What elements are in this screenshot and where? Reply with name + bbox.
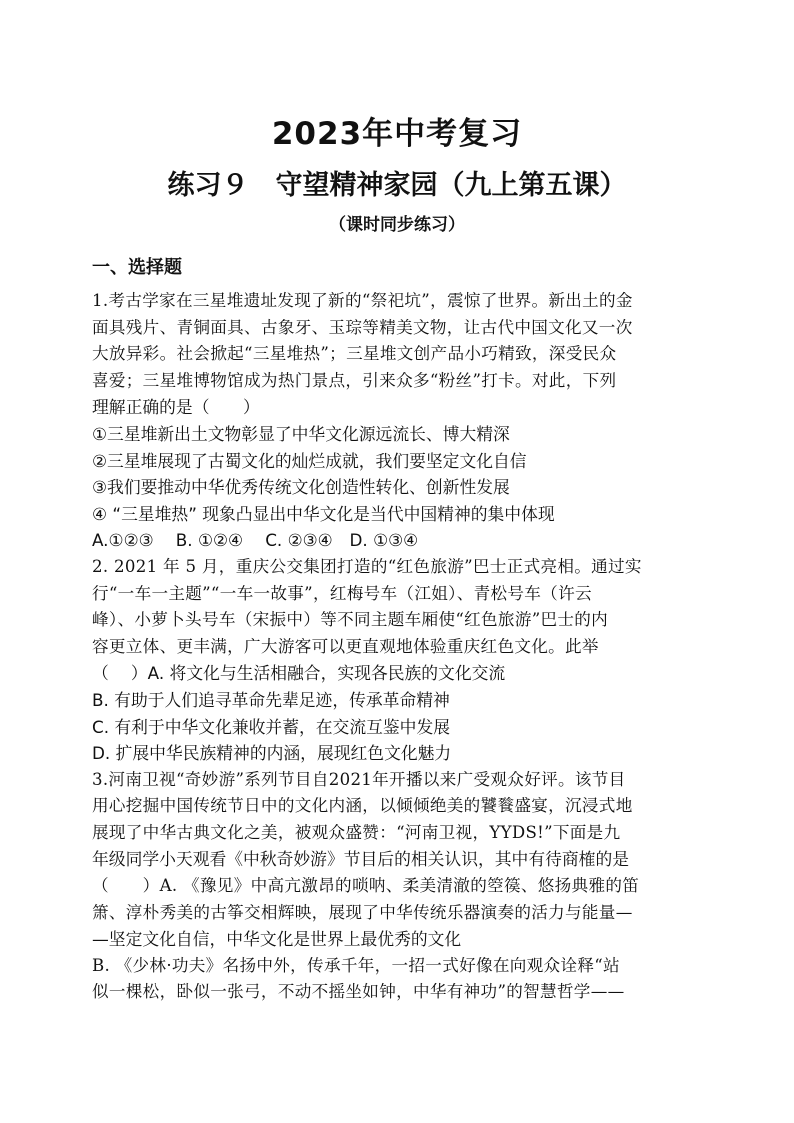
text-line: 展现了中华古典文化之美，被观众盛赞：“河南卫视，YYDS!”下面是九 bbox=[92, 822, 621, 842]
text-line: 面具残片、青铜面具、古象牙、玉琮等精美文物，让古代中国文化又一次 bbox=[92, 317, 633, 337]
text-line: 3.河南卫视“奇妙游”系列节目自2021年开播以来广受观众好评。该节目 bbox=[92, 769, 626, 789]
text-line: 容更立体、更丰满，广大游客可以更直观地体验重庆红色文化。此举 bbox=[92, 636, 599, 656]
page-title: 2023年中考复习 bbox=[271, 116, 523, 152]
text-line: 用心挖掘中国传统节日中的文化内涵，以倾倾绝美的饕餮盛宴，沉浸式地 bbox=[92, 796, 633, 816]
text-line: 峰）、小萝卜头号车（宋振中）等不同主题车厢使“红色旅游”巴士的内 bbox=[92, 610, 609, 630]
text-line: 喜爱；三星堆博物馆成为热门景点，引来众多“粉丝”打卡。对此，下列 bbox=[92, 370, 617, 390]
text-line: D. 扩展中华民族精神的内涵，展现红色文化魅力 bbox=[92, 743, 452, 764]
section-heading: 一、选择题 bbox=[92, 257, 182, 278]
text-line: B. 有助于人们追寻革命先辈足迹，传承革命精神 bbox=[92, 689, 450, 710]
exercise-note: （课时同步练习） bbox=[329, 215, 465, 235]
text-line: 箫、淳朴秀美的古筝交相辉映，展现了中华传统乐器演奏的活力与能量— bbox=[92, 902, 633, 922]
text-line: B. 《少林·功夫》名扬中外，传承千年，一招一式好像在向观众诠释“站 bbox=[92, 955, 620, 975]
question-body bbox=[92, 288, 704, 1006]
exercise-subtitle: 练习９ 守望精神家园（九上第五课） bbox=[167, 170, 627, 201]
text-line: 似一棵松，卧似一张弓，不动不摇坐如钟，中华有神功”的智慧哲学—— bbox=[92, 982, 625, 1002]
text-line: —坚定文化自信，中华文化是世界上最优秀的文化 bbox=[92, 929, 462, 950]
text-line: ④ “三星堆热” 现象凸显出中华文化是当代中国精神的集中体现 bbox=[92, 503, 555, 524]
text-line: （ ）A. 将文化与生活相融合，实现各民族的文化交流 bbox=[92, 663, 506, 684]
text-line: 大放异彩。社会掀起“三星堆热”；三星堆文创产品小巧精致，深受民众 bbox=[92, 344, 617, 364]
text-line: （ ）A. 《豫见》中高亢激昂的唢呐、柔美清澈的箜篌、悠扬典雅的笛 bbox=[92, 876, 640, 896]
text-line: ①三星堆新出土文物彰显了中华文化源远流长、博大精深 bbox=[92, 423, 510, 444]
text-line: A.①②③ B. ①②④ C. ②③④ D. ①③④ bbox=[92, 530, 419, 551]
text-line: 理解正确的是（ ） bbox=[92, 397, 260, 418]
text-line: 行“一车一主题”“一车一故事”，红梅号车（江姐）、青松号车（许云 bbox=[92, 583, 592, 603]
text-line: C. 有利于中华文化兼收并蓄，在交流互鉴中发展 bbox=[92, 716, 451, 737]
text-line: 1.考古学家在三星堆遗址发现了新的“祭祀坑”，震惊了世界。新出土的金 bbox=[92, 291, 633, 310]
text-line: 2. 2021 年 5 月，重庆公交集团打造的“红色旅游”巴士正式亮相。通过实 bbox=[92, 556, 642, 576]
text-line: 年级同学小天观看《中秋奇妙游》节目后的相关认识，其中有待商榷的是 bbox=[92, 849, 630, 870]
text-line: ③我们要推动中华优秀传统文化创造性转化、创新性发展 bbox=[92, 477, 510, 498]
text-line: ②三星堆展现了古蜀文化的灿烂成就，我们要坚定文化自信 bbox=[92, 450, 527, 471]
